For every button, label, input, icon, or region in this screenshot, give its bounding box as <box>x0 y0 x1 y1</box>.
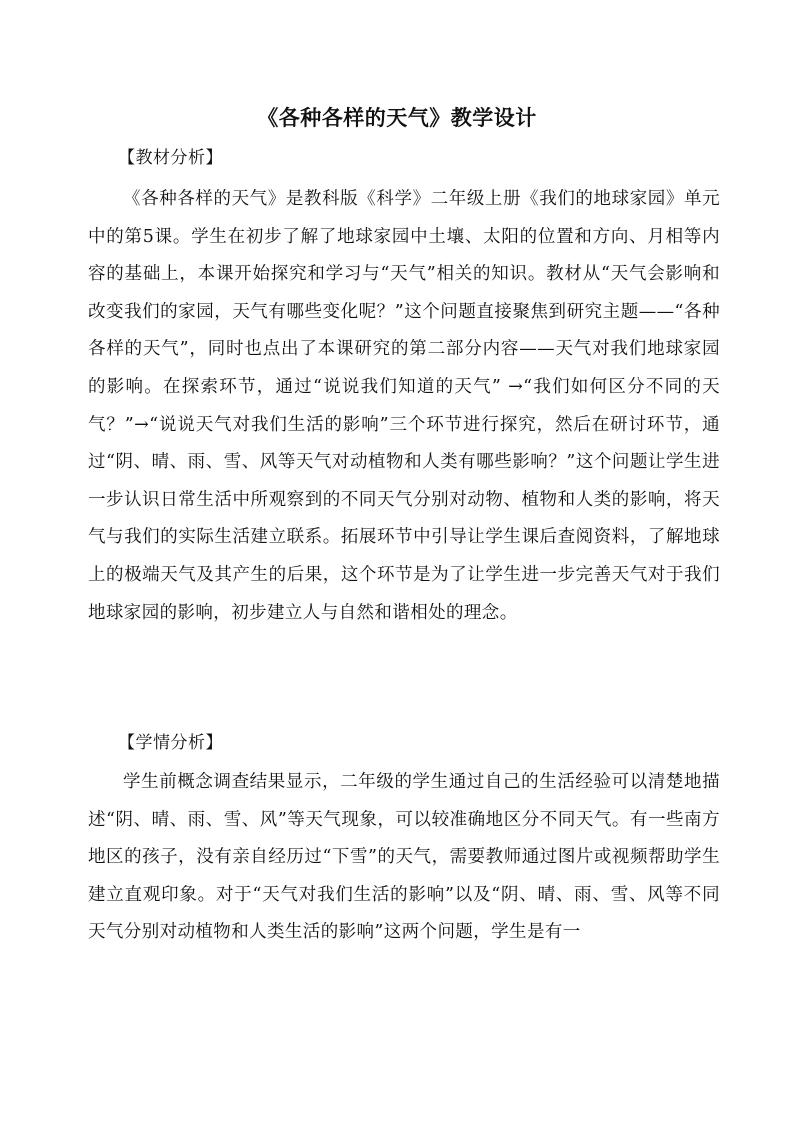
paragraph-textbook-analysis: 《各种各样的天气》是教科版《科学》二年级上册《我们的地球家园》单元中的第5课。学生在初步了解了地球家园中土壤、太阳的位置和方向、月相等内容的基础上，本课开始探究和学习与“天气”相关的知识。教材从“天气会影响和改变我们的家园，天气有哪些变化呢？”这个问题直接聚焦到研究主题——“各种各样的天气”，同时也点出了本课研究的第二部分内容——天气对我们地球家园的影响。在探索环节，通过“说说我们知道的天气” →“我们如何区分不同的天气？”→“说说天气对我们生活的影响”三个环节进行探究，然后在研讨环节，通过“阴、晴、雨、雪、风等天气对动植物和人类有哪些影响？”这个问题让学生进一步认识日常生活中所观察到的不同天气分别对动物、植物和人类的影响，将天气与我们的实际生活建立联系。拓展环节中引导让学生课后查阅资料，了解地球上的极端天气及其产生的后果，这个环节是为了让学生进一步完善天气对于我们地球家园的影响，初步建立人与自然和谐相处的理念。 <box>88 189 720 623</box>
section-heading-textbook-analysis: 【教材分析】 <box>118 148 223 168</box>
paragraph-student-analysis: 学生前概念调查结果显示，二年级的学生通过自己的生活经验可以清楚地描述“阴、晴、雨、雪、风”等天气现象，可以较准确地区分不同天气。有一些南方地区的孩子，没有亲自经历过“下雪”的天气，需要教师通过图片或视频帮助学生建立直观印象。对于“天气对我们生活的影响”以及“阴、晴、雨、雪、风等不同天气分别对动植物和人类生活的影响”这两个问题，学生是有一 <box>88 772 720 943</box>
document-title: 《各种各样的天气》教学设计 <box>257 105 537 130</box>
section-heading-student-analysis: 【学情分析】 <box>118 733 223 753</box>
